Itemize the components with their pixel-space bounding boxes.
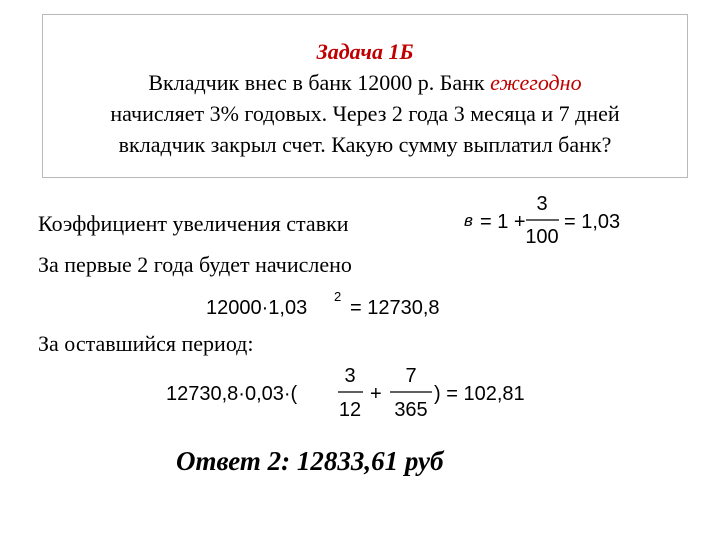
problem-line-1 — [43, 67, 687, 98]
rest-plus: + — [370, 383, 382, 405]
problem-box — [42, 14, 688, 178]
coef-formula — [462, 190, 662, 260]
coef-result: = 1,03 — [564, 211, 621, 233]
rest-frac1-num: 3 — [344, 365, 356, 387]
first-period-formula — [204, 284, 484, 324]
rest-frac1-den: 12 — [338, 399, 362, 421]
remaining-period-formula — [164, 360, 564, 430]
problem-line-1-text: Вкладчик внес в банк 12000 р. Банк — [148, 70, 491, 95]
coef-num: 3 — [536, 193, 548, 215]
coef-var: в — [464, 211, 473, 230]
answer: Ответ 2: 12833,61 руб — [176, 446, 444, 476]
rest-prefix: 12730,8·0,03·( — [166, 383, 298, 405]
first-exponent: 2 — [334, 289, 342, 304]
problem-line-2: начисляет 3% годовых. Через 2 года 3 месяца и 7 дней — [110, 101, 620, 126]
rest-result: ) = 102,81 — [434, 383, 525, 405]
problem-title: Задача 1Б — [316, 39, 414, 64]
remaining-period-label: За оставшийся период: — [38, 331, 254, 356]
coef-den: 100 — [525, 226, 559, 248]
first-result: = 12730,8 — [350, 297, 440, 319]
problem-line-3: вкладчик закрыл счет. Какую сумму выплатил банк? — [118, 132, 612, 157]
rest-frac2-num: 7 — [405, 365, 417, 387]
first-base: 12000·1,03 — [206, 297, 308, 319]
coef-eq: = 1 + — [480, 211, 526, 233]
rest-frac2-den: 365 — [394, 399, 428, 421]
problem-text — [43, 67, 687, 160]
first-period-label: За первые 2 года будет начислено — [38, 252, 352, 277]
problem-accent-word: ежегодно — [490, 70, 582, 95]
coef-label: Коэффициент увеличения ставки — [38, 211, 349, 236]
